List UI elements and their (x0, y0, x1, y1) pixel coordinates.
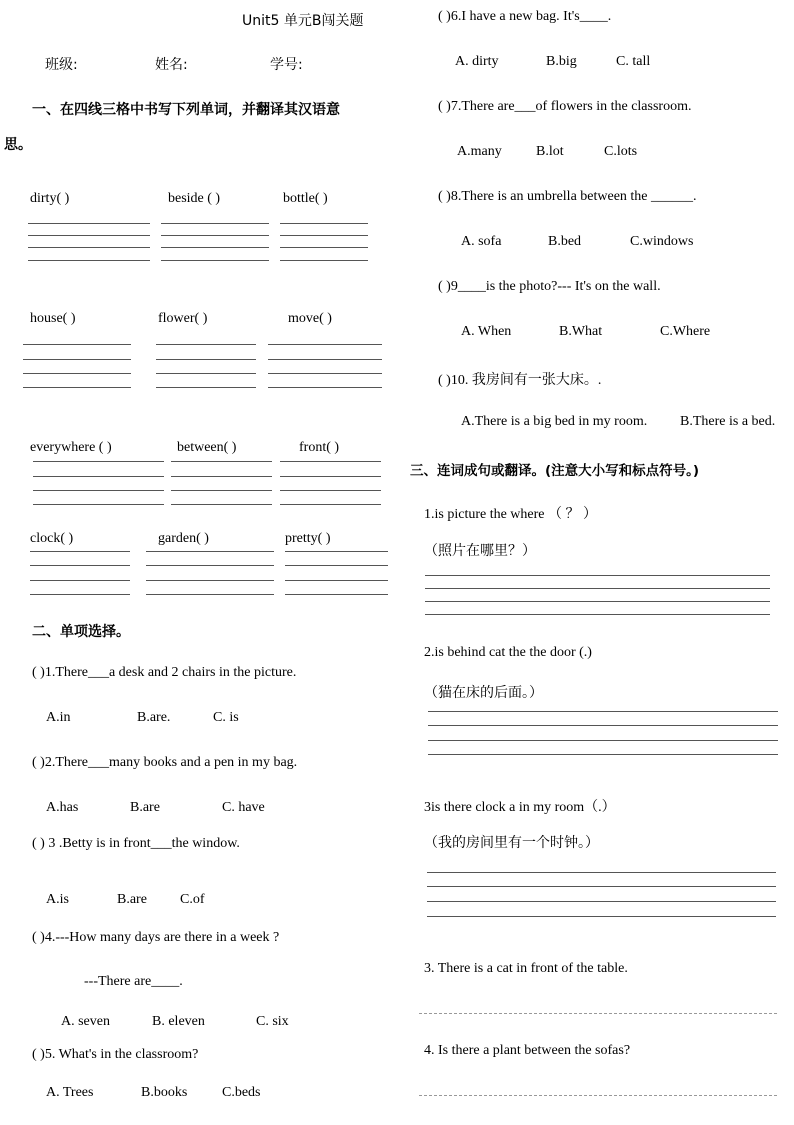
question-4: ( )4.---How many days are there in a week ? (32, 930, 280, 945)
reorder-hint-2: （猫在床的后面。） (424, 685, 543, 701)
q4-option-a[interactable]: A. seven (61, 1014, 110, 1029)
word-between: between( ) (177, 440, 237, 455)
question-9: ( )9____is the photo?--- It's on the wall. (438, 279, 661, 294)
q10-option-a[interactable]: A.There is a big bed in my room. (461, 414, 648, 429)
question-6: ( )6.I have a new bag. It's____. (438, 9, 612, 24)
q2-option-b[interactable]: B.are (130, 800, 160, 815)
word-garden: garden( ) (158, 531, 209, 546)
question-8: ( )8.There is an umbrella between the ______. (438, 189, 697, 204)
q3-option-a[interactable]: A.is (46, 892, 69, 907)
q7-option-c[interactable]: C.lots (604, 144, 638, 159)
q5-option-c[interactable]: C.beds (222, 1085, 261, 1100)
q4-option-b[interactable]: B. eleven (152, 1014, 205, 1029)
section3-heading: 三、连词成句或翻译。(注意大小写和标点符号。) (410, 463, 700, 479)
word-clock: clock( ) (30, 531, 74, 546)
section2-heading: 二、单项选择。 (32, 624, 130, 640)
question-5: ( )5. What's in the classroom? (32, 1047, 199, 1062)
question-3: ( ) 3 .Betty is in front___the window. (32, 836, 240, 851)
word-pretty: pretty( ) (285, 531, 331, 546)
page-title: Unit5 单元B闯关题 (242, 13, 364, 29)
word-everywhere: everywhere ( ) (30, 440, 112, 455)
q3-option-c[interactable]: C.of (180, 892, 205, 907)
q5-option-a[interactable]: A. Trees (46, 1085, 94, 1100)
translate-answer-line-4[interactable] (419, 1095, 777, 1096)
q10-option-b[interactable]: B.There is a bed. (680, 414, 776, 429)
translate-item-4: 4. Is there a plant between the sofas? (424, 1043, 631, 1058)
q1-option-c[interactable]: C. is (213, 710, 239, 725)
q6-option-a[interactable]: A. dirty (455, 54, 499, 69)
question-10: ( )10. 我房间有一张大床。. (438, 373, 602, 388)
word-bottle: bottle( ) (283, 191, 328, 206)
q2-option-c[interactable]: C. have (222, 800, 265, 815)
q9-option-c[interactable]: C.Where (660, 324, 711, 339)
section1-heading-cont: 思。 (4, 137, 32, 153)
word-front: front( ) (299, 440, 340, 455)
word-dirty: dirty( ) (30, 191, 70, 206)
reorder-item-2: 2.is behind cat the the door (.) (424, 645, 592, 660)
section1-heading: 一、在四线三格中书写下列单词，并翻译其汉语意 (32, 102, 340, 118)
question-7: ( )7.There are___of flowers in the classroom. (438, 99, 692, 114)
q1-option-a[interactable]: A.in (46, 710, 71, 725)
class-label: 班级: (45, 57, 78, 73)
question-1: ( )1.There___a desk and 2 chairs in the picture. (32, 665, 297, 680)
reorder-hint-3: （我的房间里有一个时钟。） (424, 835, 599, 851)
q7-option-a[interactable]: A.many (457, 144, 502, 159)
question-2: ( )2.There___many books and a pen in my bag. (32, 755, 298, 770)
q9-option-a[interactable]: A. When (461, 324, 512, 339)
q7-option-b[interactable]: B.lot (536, 144, 564, 159)
q3-option-b[interactable]: B.are (117, 892, 147, 907)
q4-option-c[interactable]: C. six (256, 1014, 289, 1029)
reorder-hint-1: （照片在哪里？） (424, 543, 536, 559)
q6-option-c[interactable]: C. tall (616, 54, 651, 69)
q8-option-c[interactable]: C.windows (630, 234, 694, 249)
q6-option-b[interactable]: B.big (546, 54, 577, 69)
word-beside: beside ( ) (168, 191, 221, 206)
word-house: house( ) (30, 311, 76, 326)
q2-option-a[interactable]: A.has (46, 800, 79, 815)
q1-option-b[interactable]: B.are. (137, 710, 171, 725)
student-id-label: 学号: (270, 57, 303, 73)
q9-option-b[interactable]: B.What (559, 324, 603, 339)
reorder-item-1: 1.is picture the where （ ？ ） (424, 507, 598, 522)
q5-option-b[interactable]: B.books (141, 1085, 188, 1100)
question-4-answer: ---There are____. (84, 974, 183, 989)
word-flower: flower( ) (158, 311, 208, 326)
word-move: move( ) (288, 311, 332, 326)
reorder-item-3: 3is there clock a in my room（.） (424, 800, 616, 815)
q8-option-b[interactable]: B.bed (548, 234, 582, 249)
name-label: 姓名: (155, 57, 188, 73)
translate-answer-line-3[interactable] (419, 1013, 777, 1014)
translate-item-3: 3. There is a cat in front of the table. (424, 961, 628, 976)
q8-option-a[interactable]: A. sofa (461, 234, 502, 249)
